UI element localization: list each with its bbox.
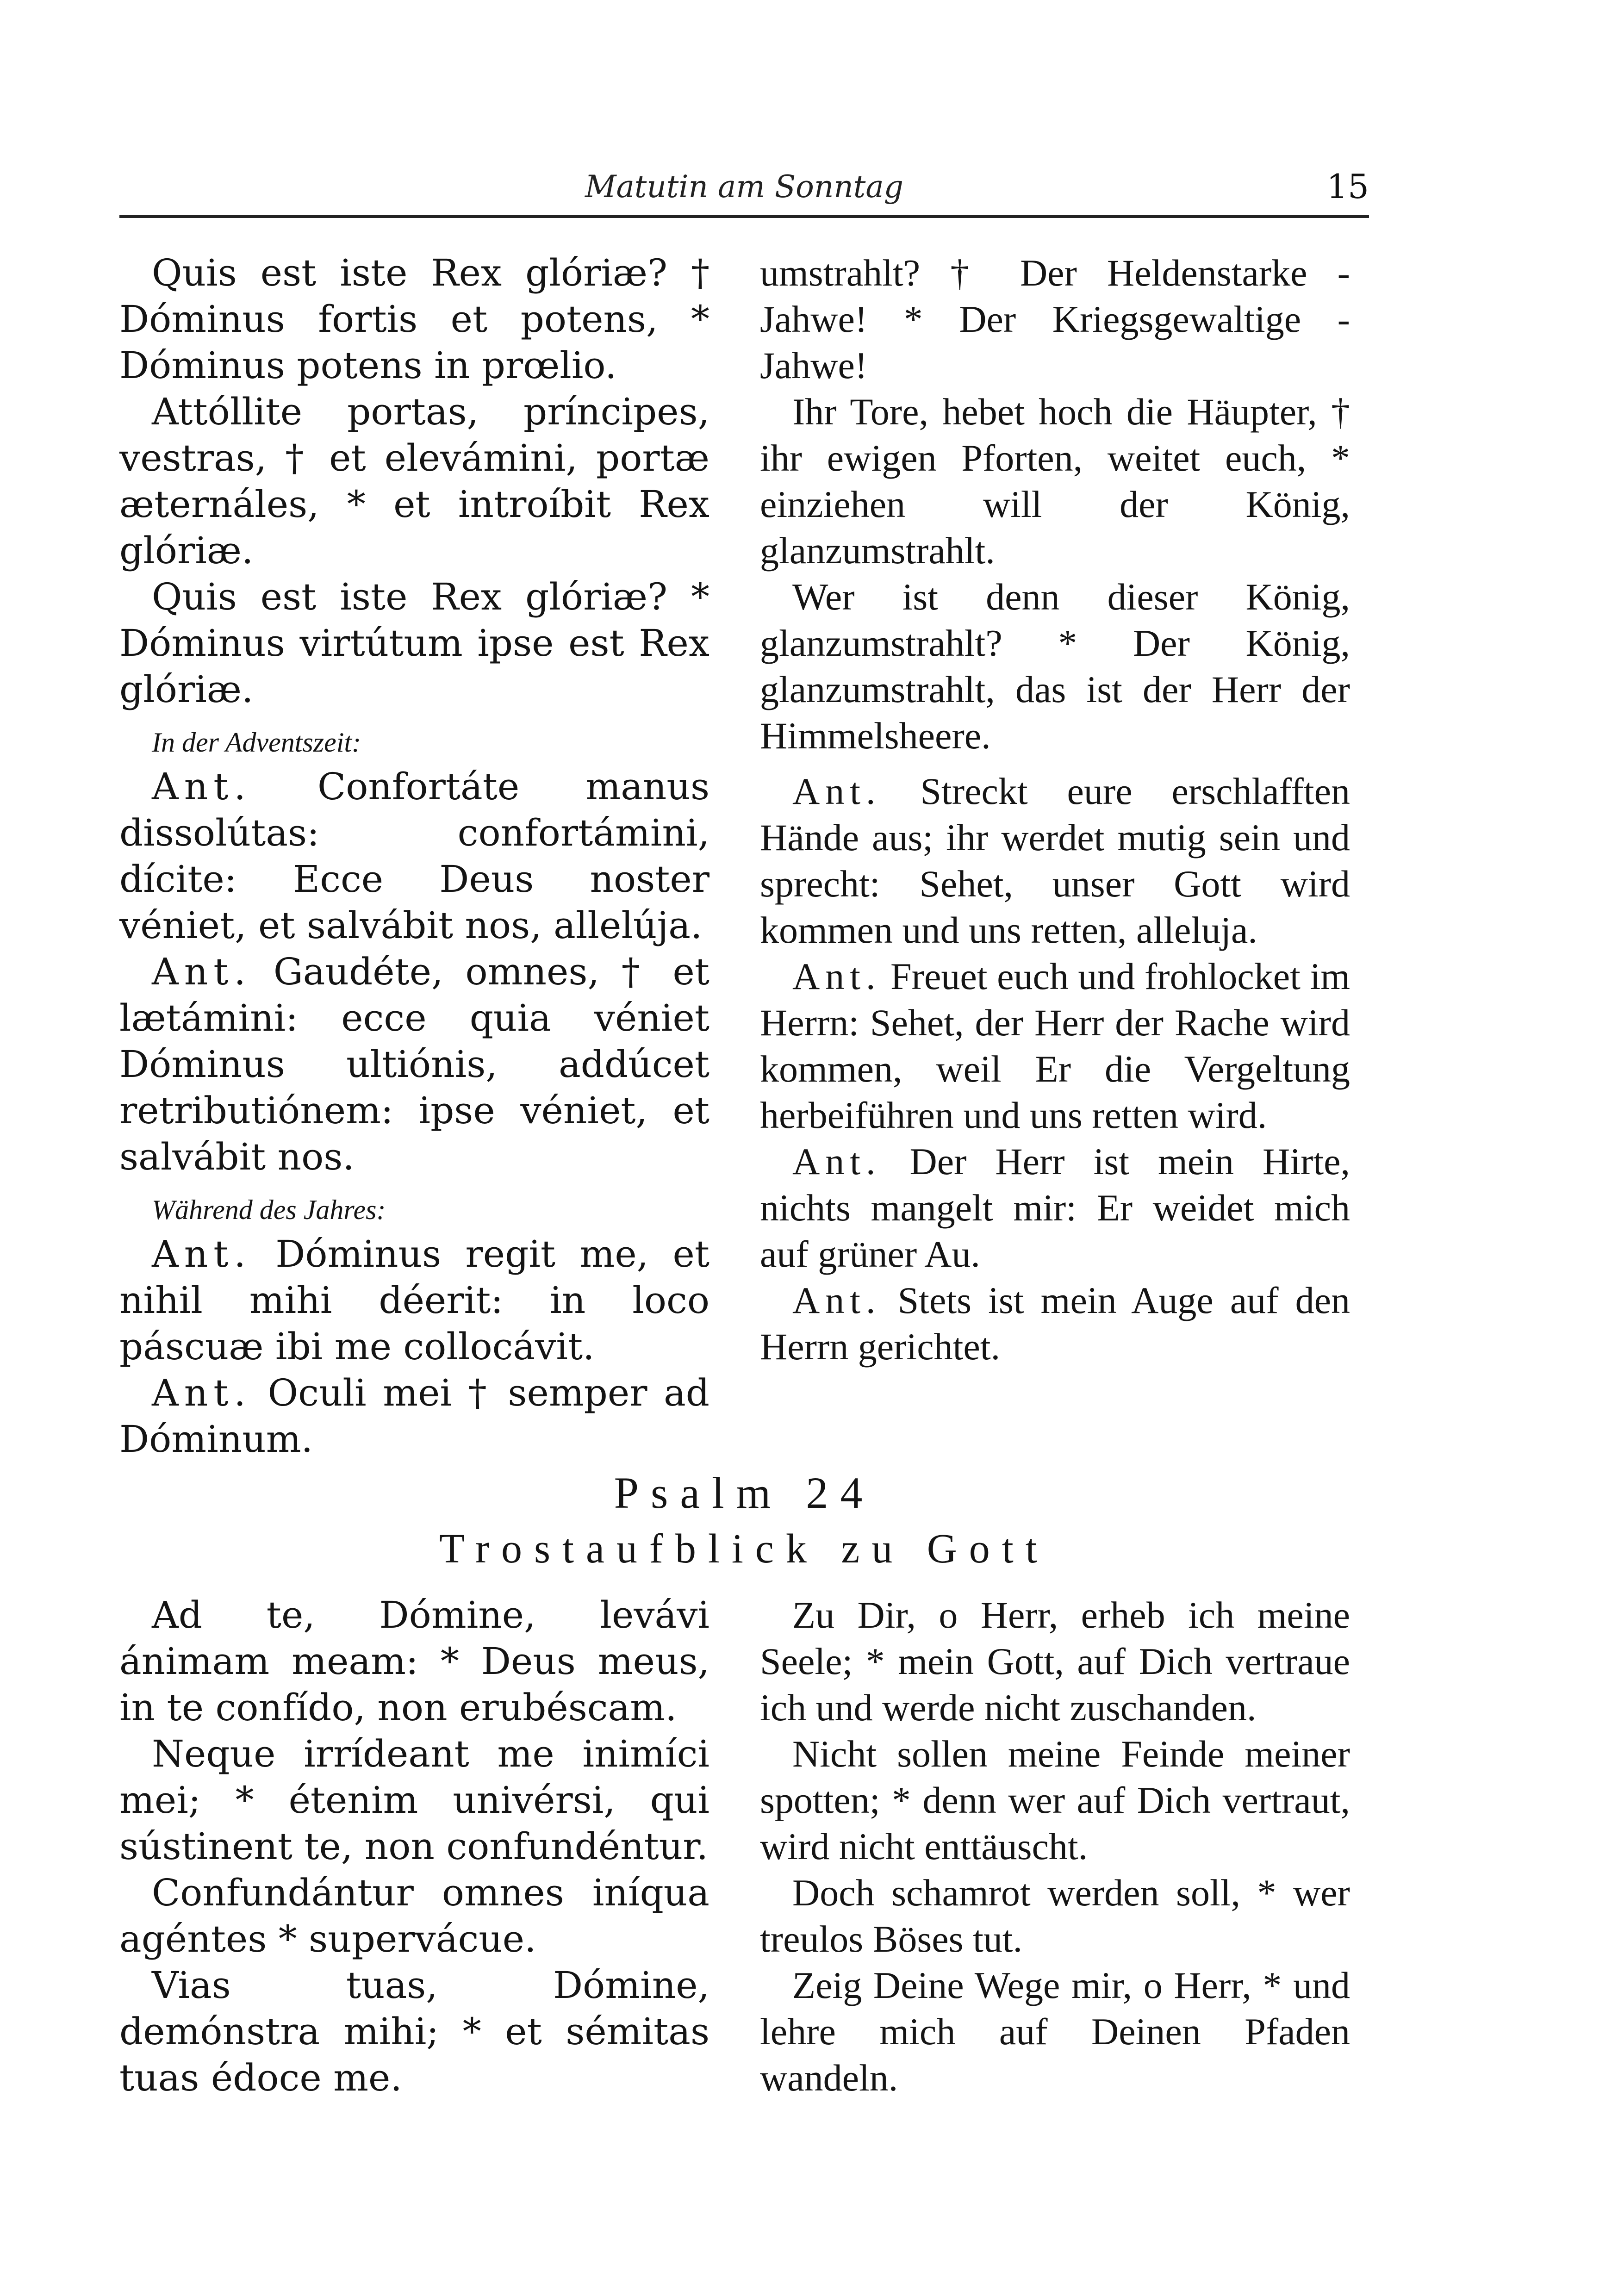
antiphon-latin — [119, 949, 709, 1180]
antiphon-latin — [119, 764, 709, 949]
advent-german-column — [760, 768, 1350, 1370]
running-title: Matutin am Sonntag — [585, 169, 904, 205]
ant-label: Ant. — [152, 1371, 251, 1414]
antiphon-german — [760, 1277, 1350, 1370]
psalm-verse-latin: Confundántur omnes iníqua agéntes * supervácue. — [119, 1871, 709, 1960]
antiphon-german — [760, 1139, 1350, 1277]
antiphon-text: Dóminus regit me, et nihil mihi déerit: in loco páscuæ ibi me collocávit. — [119, 1232, 709, 1368]
psalm-verse-german: Doch schamrot werden soll, * wer treulos Böses tut. — [760, 1872, 1350, 1960]
antiphon-german — [760, 768, 1350, 953]
psalm-verse-latin: Vias tuas, Dómine, demónstra mihi; * et sémitas tuas édoce me. — [119, 1964, 709, 2099]
antiphon-text: Gaudéte, omnes, † et lætámini: ecce quia véniet Dóminus ultiónis, addúcet retributiónem: ipse véniet, et salvábit nos. — [119, 950, 709, 1178]
antiphon-text: Streckt eure erschlafften Hände aus; ihr werdet mutig sein und sprecht: Sehet, unser Gott wird kommen und uns retten, alleluja. — [760, 770, 1350, 951]
psalm-title: Psalm 24 — [614, 1468, 875, 1518]
antiphon-text: Freuet euch und frohlocket im Herrn: Sehet, der Herr der Rache wird kommen, weil Er die Vergeltung herbeiführen und uns retten wird. — [760, 955, 1350, 1136]
psalm-verse-german: Zeig Deine Wege mir, o Herr, * und lehre mich auf Deinen Pfaden wandeln. — [760, 1964, 1350, 2099]
antiphon-german — [760, 953, 1350, 1139]
ant-label: Ant. — [792, 1279, 881, 1321]
antiphon-text: Confortáte manus dissolútas: confortámini, dícite: Ecce Deus noster véniet, et salvábit nos, allelúja. — [119, 765, 709, 947]
psalm-german-column — [760, 1592, 1350, 2101]
antiphon-latin — [119, 1231, 709, 1370]
page-number: 15 — [1326, 167, 1369, 206]
psalm-verse-latin: Neque irrídeant me inimíci mei; * étenim univérsi, qui sústinent te, non confundéntur. — [119, 1732, 709, 1868]
psalm-subtitle: Trostaufblick zu Gott — [439, 1526, 1049, 1572]
top-latin-column — [119, 250, 709, 1462]
psalm-latin-column — [119, 1592, 709, 2101]
german-verse: Wer ist denn dieser König, glanzumstrahlt? * Der König, glanzumstrahlt, das ist der Herr der Himmelsheere. — [760, 576, 1350, 757]
running-header — [119, 164, 1369, 218]
antiphon-text: Stets ist mein Auge auf den Herrn gerichtet. — [760, 1279, 1350, 1368]
ant-label: Ant. — [792, 955, 881, 997]
psalm-verse-german: Zu Dir, o Herr, erheb ich meine Seele; * mein Gott, auf Dich vertraue ich und werde nicht zuschanden. — [760, 1594, 1350, 1729]
antiphon-text: Oculi mei † semper ad Dóminum. — [119, 1371, 709, 1461]
latin-verse: Quis est iste Rex glóriæ? † Dóminus fortis et potens, * Dóminus potens in prœlio. — [119, 251, 709, 387]
ant-label: Ant. — [792, 770, 881, 812]
rubric-year: Während des Jahres: — [152, 1195, 386, 1225]
latin-verse: Quis est iste Rex glóriæ? * Dóminus virtútum ipse est Rex glóriæ. — [119, 575, 709, 711]
ant-label: Ant. — [152, 1232, 251, 1276]
antiphon-text: Der Herr ist mein Hirte, nichts mangelt mir: Er weidet mich auf grüner Au. — [760, 1140, 1350, 1275]
rubric-advent: In der Adventszeit: — [152, 727, 361, 758]
top-german-column — [760, 250, 1350, 759]
psalm-verse-german: Nicht sollen meine Feinde meiner spotten; * denn wer auf Dich vertraut, wird nicht enttäuscht. — [760, 1733, 1350, 1867]
german-verse: umstrahlt? † Der Heldenstarke - Jahwe! * Der Kriegsgewaltige - Jahwe! — [760, 252, 1350, 386]
psalm-verse-latin: Ad te, Dómine, levávi ánimam meam: * Deus meus, in te confído, non erubéscam. — [119, 1593, 709, 1729]
antiphon-latin — [119, 1370, 709, 1462]
german-verse: Ihr Tore, hebet hoch die Häupter, † ihr ewigen Pforten, weitet euch, * einziehen will der König, glanzumstrahlt. — [760, 391, 1350, 572]
ant-label: Ant. — [152, 950, 251, 993]
ant-label: Ant. — [792, 1140, 881, 1182]
latin-verse: Attóllite portas, príncipes, vestras, † et elevámini, portæ æternáles, * et introíbit Rex glóriæ. — [119, 390, 709, 572]
ant-label: Ant. — [152, 765, 251, 808]
